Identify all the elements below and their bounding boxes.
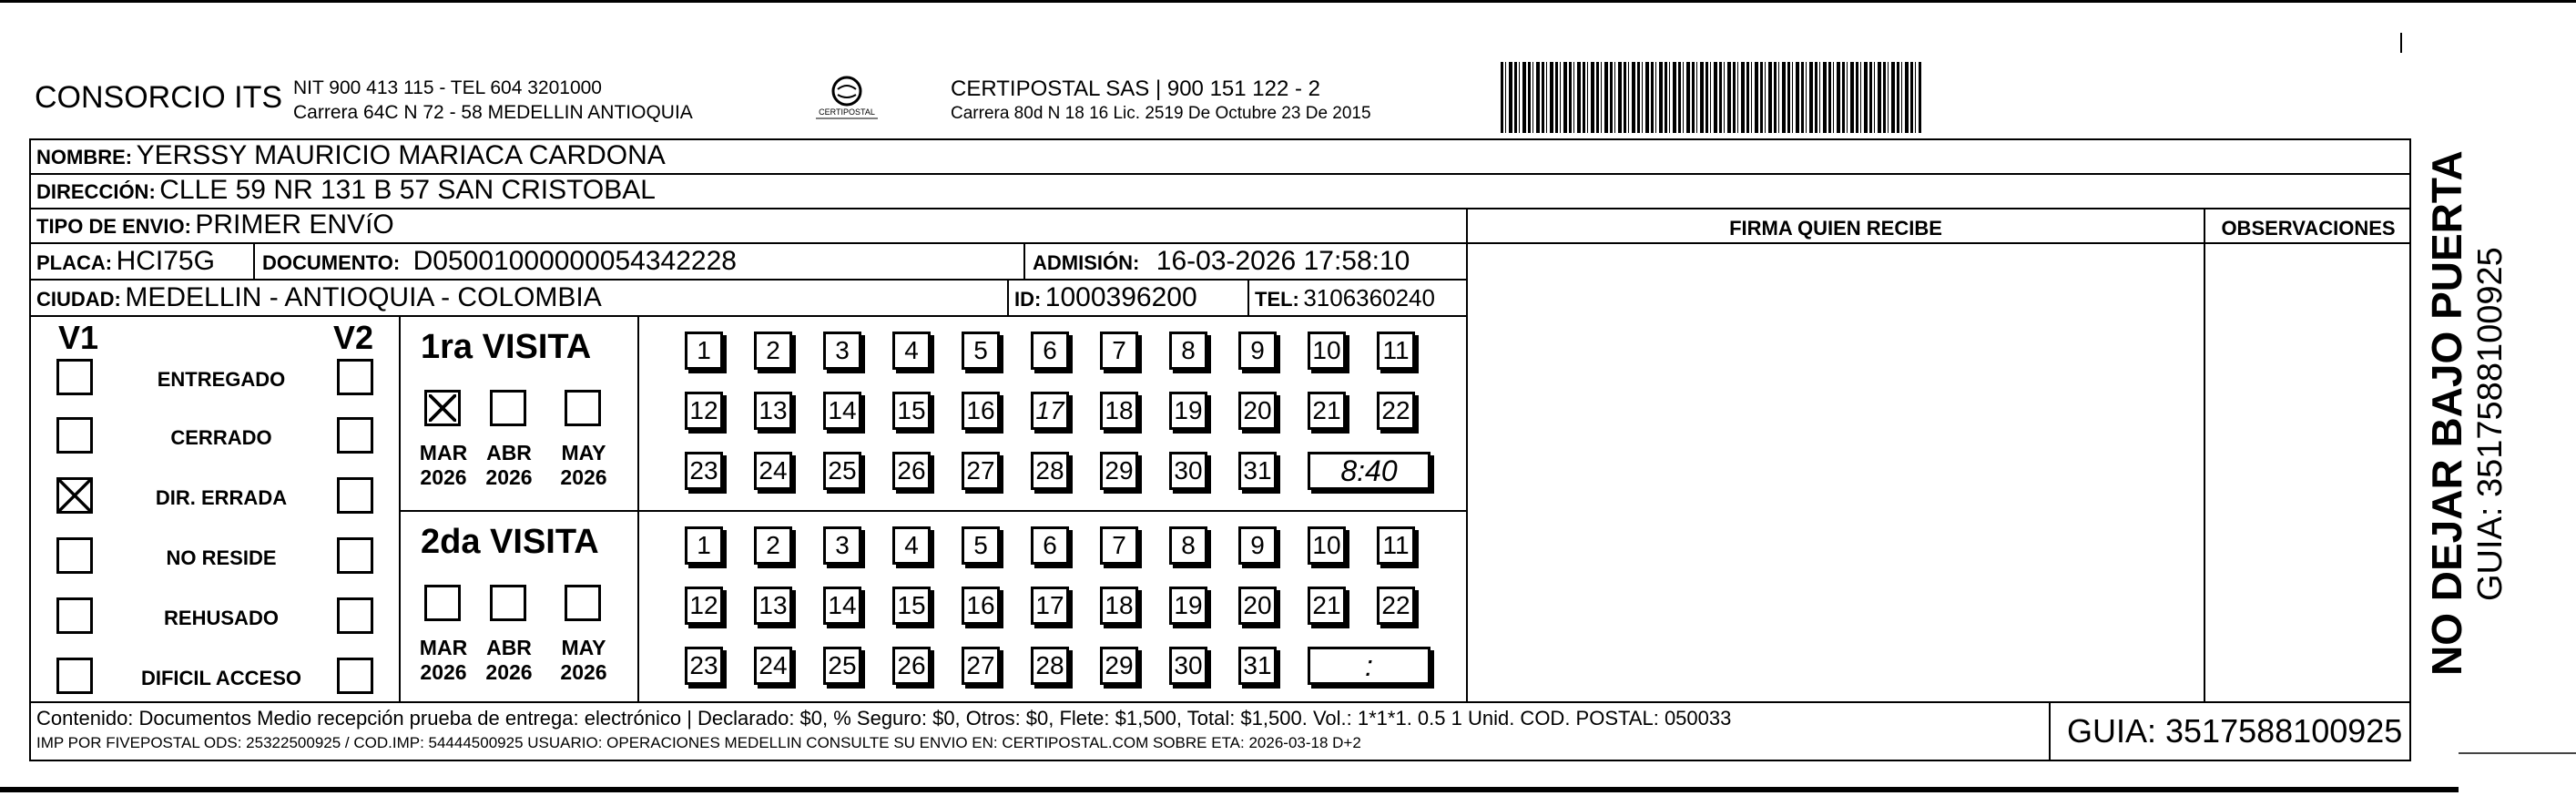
tipo-envio-value: PRIMER ENVíO (195, 209, 394, 240)
v1-checkbox[interactable] (56, 477, 93, 514)
day-box[interactable]: 7 (1100, 332, 1138, 370)
firma-left-line (1466, 208, 1468, 703)
side-tick (2400, 33, 2402, 53)
id-value: 1000396200 (1044, 282, 1197, 312)
tel-value: 3106360240 (1303, 284, 1435, 311)
month-checkbox[interactable] (565, 390, 601, 426)
tel-label: TEL: (1255, 288, 1299, 311)
day-box[interactable]: 7 (1100, 526, 1138, 565)
direccion-value: CLLE 59 NR 131 B 57 SAN CRISTOBAL (159, 175, 656, 205)
v1-checkbox[interactable] (56, 417, 93, 454)
day-box[interactable]: 18 (1100, 392, 1138, 430)
v1-checkbox[interactable] (56, 597, 93, 634)
v2-label: V2 (333, 319, 374, 356)
day-box[interactable]: 3 (823, 332, 861, 370)
frame-left (29, 138, 31, 761)
company-name: CONSORCIO ITS (35, 80, 283, 115)
month-name: ABR (486, 636, 532, 659)
direccion-label: DIRECCIÓN: (36, 180, 156, 203)
day-box[interactable]: 10 (1308, 526, 1346, 565)
day-box[interactable]: 10 (1308, 332, 1346, 370)
day-box[interactable]: 23 (685, 452, 723, 490)
status-label: NO RESIDE (166, 546, 277, 569)
day-box[interactable]: 31 (1238, 647, 1277, 685)
month-label (552, 636, 616, 685)
documento-row (262, 246, 737, 277)
status-label: ENTREGADO (157, 368, 286, 391)
month-name: MAY (561, 636, 606, 659)
footer-line1: Contenido: Documentos Medio recepción prueba de entrega: electrónico | Declarado: $0, % Seguro: $0, Otros: $0, Flete: $1,500, Total: $1,500. Vol.: 1*1*1. 0.5 1 Unid. COD. POSTAL: 050033 (36, 707, 1732, 730)
status-label: DIFICIL ACCESO (140, 667, 301, 689)
day-box[interactable]: 31 (1238, 452, 1277, 490)
nombre-label: NOMBRE: (36, 146, 133, 168)
day-box[interactable]: 9 (1238, 526, 1277, 565)
tel-row (1255, 284, 1435, 312)
month-name: ABR (486, 441, 532, 464)
month-year: 2026 (420, 660, 467, 684)
visit-days-left-line (637, 315, 639, 703)
v2-checkbox[interactable] (337, 417, 373, 454)
day-box[interactable]: 8 (1169, 526, 1207, 565)
day-box[interactable]: 14 (823, 392, 861, 430)
v1-checkbox[interactable] (56, 658, 93, 694)
tipo-envio-label: TIPO DE ENVIO: (36, 215, 191, 238)
admision-value: 16-03-2026 17:58:10 (1156, 246, 1410, 276)
day-box[interactable]: 8 (1169, 332, 1207, 370)
day-box[interactable]: 3 (823, 526, 861, 565)
day-box[interactable]: 29 (1100, 452, 1138, 490)
ciudad-value: MEDELLIN - ANTIOQUIA - COLOMBIA (125, 282, 602, 312)
placa-value: HCI75G (116, 246, 215, 276)
day-box[interactable]: 28 (1031, 647, 1069, 685)
row-line-5 (29, 315, 1468, 317)
day-box[interactable]: 20 (1238, 587, 1277, 625)
id-row (1014, 282, 1197, 313)
day-box[interactable]: 2 (754, 526, 792, 565)
placa-label: PLACA: (36, 251, 113, 274)
day-box[interactable]: 21 (1308, 392, 1346, 430)
v2-checkbox[interactable] (337, 658, 373, 694)
certipostal-line1: CERTIPOSTAL SAS | 900 151 122 - 2 (951, 77, 1320, 101)
day-box[interactable]: 13 (754, 392, 792, 430)
day-box[interactable]: 4 (892, 332, 931, 370)
admision-label: ADMISIÓN: (1033, 251, 1140, 274)
day-box[interactable]: 23 (685, 647, 723, 685)
v2-checkbox[interactable] (337, 359, 373, 395)
month-name: MAY (561, 441, 606, 464)
day-box[interactable]: 18 (1100, 587, 1138, 625)
placa-row (36, 246, 215, 277)
day-box[interactable]: 12 (685, 392, 723, 430)
day-box[interactable]: 27 (962, 452, 1000, 490)
tipo-envio-row (36, 209, 394, 240)
day-box[interactable]: 24 (754, 452, 792, 490)
time-box[interactable]: : (1308, 647, 1431, 685)
day-box[interactable]: 5 (962, 526, 1000, 565)
side-guia: GUIA: 3517588100925 (2471, 247, 2510, 601)
visit-title: 1ra VISITA (421, 328, 592, 366)
id-label: ID: (1014, 288, 1042, 311)
month-checkbox[interactable] (424, 585, 461, 621)
day-box[interactable]: 26 (892, 647, 931, 685)
page-bottom-edge (0, 787, 2459, 792)
day-box[interactable]: 30 (1169, 452, 1207, 490)
day-box[interactable]: 22 (1377, 392, 1415, 430)
v1-checkbox[interactable] (56, 359, 93, 395)
month-label (477, 636, 541, 685)
month-label (552, 441, 616, 490)
barcode (1501, 62, 1921, 133)
row-line-4 (29, 279, 1468, 281)
ciudad-row (36, 282, 602, 313)
day-box[interactable]: 30 (1169, 647, 1207, 685)
obs-left-line (2204, 208, 2205, 703)
day-box[interactable]: 24 (754, 647, 792, 685)
month-checkbox[interactable] (490, 390, 526, 426)
day-box[interactable]: 5 (962, 332, 1000, 370)
observaciones-label: OBSERVACIONES (2221, 217, 2396, 240)
day-box[interactable]: 15 (892, 392, 931, 430)
month-year: 2026 (560, 660, 607, 684)
month-name: MAR (419, 636, 468, 659)
day-box[interactable]: 4 (892, 526, 931, 565)
day-box[interactable]: 25 (823, 647, 861, 685)
row-line-3 (29, 242, 1468, 244)
month-checkbox[interactable] (424, 390, 461, 426)
day-box[interactable]: 12 (685, 587, 723, 625)
day-box[interactable]: 26 (892, 452, 931, 490)
footer-divider (2049, 701, 2051, 760)
month-name: MAR (419, 441, 468, 464)
footer-guia: GUIA: 3517588100925 (2067, 712, 2403, 750)
status-label: REHUSADO (164, 607, 279, 629)
admision-row (1033, 246, 1410, 277)
ciudad-label: CIUDAD: (36, 288, 121, 311)
day-box[interactable]: 28 (1031, 452, 1069, 490)
status-label: DIR. ERRADA (155, 486, 288, 509)
day-box[interactable]: 1 (685, 332, 723, 370)
id-divider (1007, 279, 1009, 315)
day-box[interactable]: 27 (962, 647, 1000, 685)
day-box[interactable]: 14 (823, 587, 861, 625)
month-year: 2026 (485, 660, 533, 684)
day-box[interactable]: 20 (1238, 392, 1277, 430)
month-year: 2026 (485, 465, 533, 489)
firma-header-line (1466, 242, 2411, 244)
v2-checkbox[interactable] (337, 597, 373, 634)
day-box[interactable]: 2 (754, 332, 792, 370)
nombre-value: YERSSY MAURICIO MARIACA CARDONA (136, 140, 666, 170)
v2-checkbox[interactable] (337, 477, 373, 514)
certipostal-line2: Carrera 80d N 18 16 Lic. 2519 De Octubre 23 De 2015 (951, 104, 1371, 123)
status-label: CERRADO (170, 426, 272, 449)
month-label (412, 441, 475, 490)
side-warning: NO DEJAR BAJO PUERTA (2423, 150, 2470, 676)
month-checkbox[interactable] (490, 585, 526, 621)
row-line-visit-split (401, 510, 1468, 512)
admision-divider (1023, 242, 1025, 279)
page-top-edge (0, 0, 2576, 3)
day-box[interactable]: 29 (1100, 647, 1138, 685)
footer-line2: IMP POR FIVEPOSTAL ODS: 25322500925 / COD.IMP: 54444500925 USUARIO: OPERACIONES MEDELLIN CONSULTE SU ENVIO EN: CERTIPOSTAL.COM SOBRE ETA: 2026-03-18 D+2 (36, 734, 1361, 751)
day-box[interactable]: 22 (1377, 587, 1415, 625)
placa-divider (253, 242, 255, 279)
certipostal-logo (810, 71, 883, 128)
month-label (477, 441, 541, 490)
day-box[interactable]: 17 (1031, 392, 1069, 430)
company-nit: NIT 900 413 115 - TEL 604 3201000 (293, 77, 602, 98)
day-box[interactable]: 16 (962, 587, 1000, 625)
month-year: 2026 (560, 465, 607, 489)
frame-right (2409, 138, 2411, 761)
month-checkbox[interactable] (565, 585, 601, 621)
day-box[interactable]: 21 (1308, 587, 1346, 625)
day-box[interactable]: 17 (1031, 587, 1069, 625)
day-box[interactable]: 9 (1238, 332, 1277, 370)
frame-bottom (29, 760, 2411, 761)
day-box[interactable]: 25 (823, 452, 861, 490)
month-label (412, 636, 475, 685)
month-year: 2026 (420, 465, 467, 489)
day-box[interactable]: 11 (1377, 526, 1415, 565)
row-line-6 (29, 701, 2411, 703)
day-box[interactable]: 6 (1031, 332, 1069, 370)
v1-checkbox[interactable] (56, 537, 93, 574)
documento-label: DOCUMENTO: (262, 251, 401, 274)
day-box[interactable]: 19 (1169, 392, 1207, 430)
nombre-row (36, 140, 666, 171)
status-panel-right-line (399, 315, 401, 703)
day-box[interactable]: 6 (1031, 526, 1069, 565)
visit-title: 2da VISITA (421, 523, 599, 561)
day-box[interactable]: 11 (1377, 332, 1415, 370)
day-box[interactable]: 16 (962, 392, 1000, 430)
side-dash (2459, 752, 2576, 754)
time-box[interactable]: 8:40 (1308, 452, 1431, 490)
day-box[interactable]: 15 (892, 587, 931, 625)
firma-label: FIRMA QUIEN RECIBE (1729, 217, 1942, 240)
tel-divider (1247, 279, 1249, 315)
direccion-row (36, 175, 656, 206)
logo-text: CERTIPOSTAL (819, 107, 875, 117)
documento-value: D05001000000054342228 (412, 246, 737, 276)
company-address: Carrera 64C N 72 - 58 MEDELLIN ANTIOQUIA (293, 102, 693, 123)
day-box[interactable]: 1 (685, 526, 723, 565)
v2-checkbox[interactable] (337, 537, 373, 574)
v1-label: V1 (58, 319, 99, 356)
day-box[interactable]: 19 (1169, 587, 1207, 625)
day-box[interactable]: 13 (754, 587, 792, 625)
